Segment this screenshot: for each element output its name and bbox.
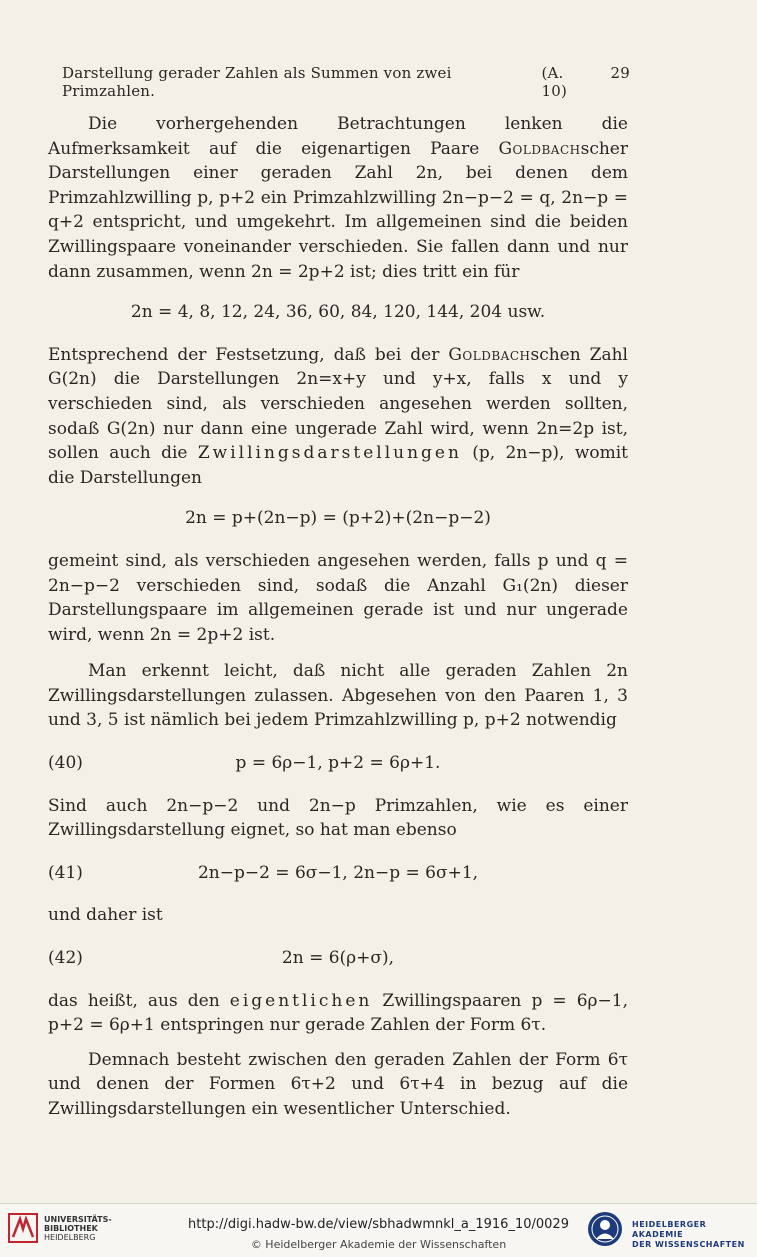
formula-decomposition: 2n = p+(2n−p) = (p+2)+(2n−p−2)	[185, 508, 491, 529]
paragraph-4: Man erkennt leicht, daß nicht alle geraden Zahlen 2n Zwillingsdarstellungen zulassen. Abgesehen von den Paaren 1, 3 und 3, 5 ist nämlich bei jedem Primzahlzwilling p, p+2 notwendig	[48, 661, 628, 731]
body-text	[48, 112, 628, 1122]
paragraph-5: Sind auch 2n−p−2 und 2n−p Primzahlen, wie es einer Zwillingsdarstellung eignet, so hat man ebenso	[48, 795, 628, 841]
library-name-line1: UNIVERSITÄTS-	[44, 1215, 112, 1224]
equation-number: (40)	[48, 753, 83, 774]
goldbach-name-2: Goldbach	[448, 344, 531, 365]
paragraph-1-text-b: scher Darstellungen einer geraden Zahl 2n, bei denen dem Primzahlzwilling p, p+2 ein Primzahlzwilling 2n−p−2 = q, 2n−p = q+2 entspricht, und umgekehrt. Im allgemeinen sind die beiden Zwillingspaare voneinander verschieden. Sie fallen dann und nur dann zusammen, wenn 2n = 2p+2 ist; dies tritt ein für	[48, 138, 628, 282]
spaced-term: Zwillingsdarstellungen	[197, 443, 462, 464]
formula-list: 2n = 4, 8, 12, 24, 36, 60, 84, 120, 144, 204 usw.	[130, 302, 546, 323]
spaced-term-2: eigentlichen	[229, 990, 373, 1011]
academy-name	[632, 1220, 757, 1250]
copyright-notice: © Heidelberger Akademie der Wissenschaften	[250, 1238, 507, 1251]
paragraph-3: gemeint sind, als verschieden angesehen werden, falls p und q = 2n−p−2 verschieden sind, sodaß die Anzahl G₁(2n) dieser Darstellungspaare im allgemeinen gerade ist und nur ungerade wird, wenn 2n = 2p+2 ist.	[48, 550, 628, 645]
paragraph-1	[48, 112, 628, 284]
footer-bar	[0, 1203, 757, 1257]
library-name-line3: HEIDELBERG	[44, 1233, 96, 1242]
equation-body: p = 6ρ−1, p+2 = 6ρ+1.	[235, 753, 441, 774]
permalink-url[interactable]: http://digi.hadw-bw.de/view/sbhadwmnkl_a_1916_10/0029	[188, 1217, 569, 1232]
academy-logo-icon	[586, 1210, 624, 1248]
goldbach-name: Goldbach	[498, 138, 581, 159]
library-name-line2: BIBLIOTHEK	[44, 1224, 98, 1233]
equation-number: (42)	[48, 948, 83, 969]
equation-42	[48, 946, 628, 971]
paragraph-2	[48, 343, 628, 491]
header-section: (A. 10)	[541, 64, 567, 100]
equation-41	[48, 861, 628, 886]
equation-number: (41)	[48, 862, 83, 883]
paragraph-6: und daher ist	[48, 905, 163, 926]
paragraph-2-text-b: schen Zahl G(2n) die Darstellungen 2n=x+y und y+x, falls x und y verschieden sind, als verschieden angesehen werden sollten, sodaß G(2n) nur dann eine ungerade Zahl wird, wenn 2n=2p ist, sollen auch die	[48, 344, 628, 464]
page-number: 29	[610, 64, 630, 82]
paragraph-7-text-a: das heißt, aus den	[48, 990, 230, 1011]
equation-body: 2n = 6(ρ+σ),	[281, 948, 395, 969]
equation-40	[48, 751, 628, 776]
academy-name-line1: HEIDELBERGER AKADEMIE	[632, 1220, 707, 1239]
running-header	[62, 64, 630, 100]
academy-name-line2: DER WISSENSCHAFTEN	[632, 1240, 745, 1249]
header-title: Darstellung gerader Zahlen als Summen von zwei Primzahlen.	[62, 64, 452, 100]
paragraph-7-text-b: Zwillingspaaren p = 6ρ−1, p+2 = 6ρ+1 entspringen nur gerade Zahlen der Form 6τ.	[48, 990, 628, 1036]
paragraph-7	[48, 989, 628, 1038]
equation-body: 2n−p−2 = 6σ−1, 2n−p = 6σ+1,	[197, 862, 479, 883]
paragraph-1-text-a: Die vorhergehenden Betrachtungen lenken die Aufmerksamkeit auf die eigenartigen Paare	[48, 114, 628, 159]
paragraph-8: Demnach besteht zwischen den geraden Zahlen der Form 6τ und denen der Formen 6τ+2 und 6τ+4 in bezug auf die Zwillingsdarstellungen ein wesentlicher Unterschied.	[48, 1049, 628, 1119]
paragraph-2-text-a: Entsprechend der Festsetzung, daß bei der	[48, 344, 449, 365]
paragraph-2-text-c: (p, 2n−p), womit die Darstellungen	[48, 443, 628, 488]
